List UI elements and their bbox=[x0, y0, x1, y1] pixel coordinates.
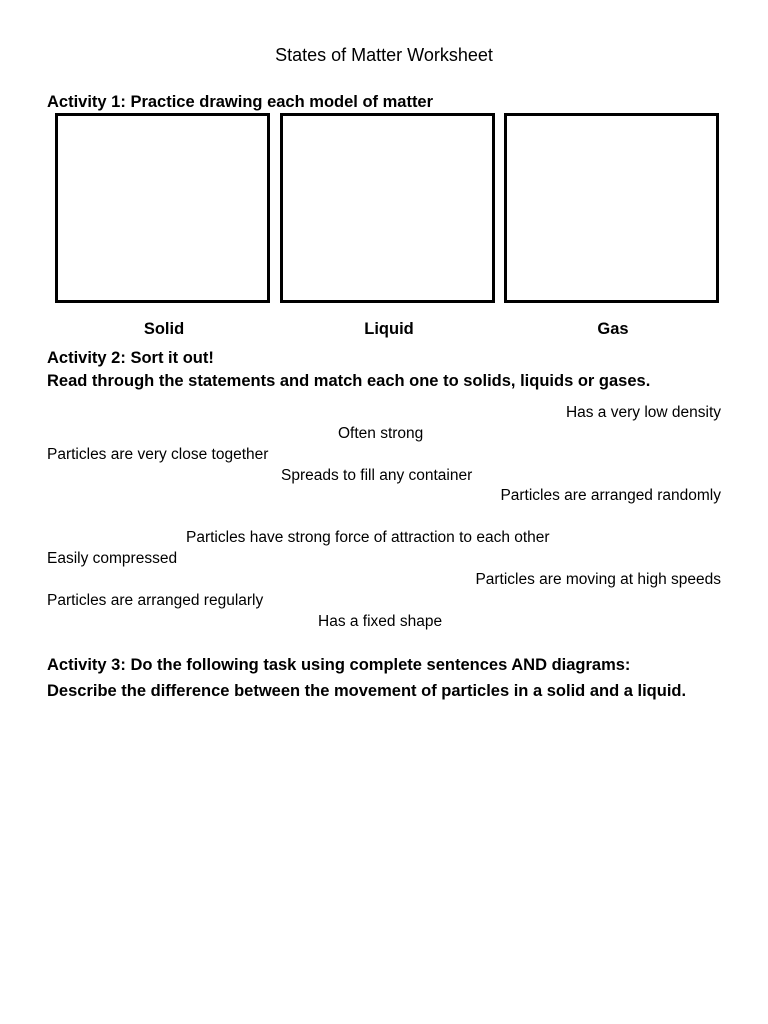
activity2-instruction: Read through the statements and match each one to solids, liquids or gases. bbox=[47, 372, 651, 390]
drawing-box-liquid[interactable] bbox=[280, 113, 495, 303]
statement-item: Often strong bbox=[338, 425, 424, 442]
statement-item: Has a fixed shape bbox=[318, 613, 443, 630]
statement-item: Particles are arranged randomly bbox=[500, 487, 721, 504]
drawing-box-gas[interactable] bbox=[504, 113, 719, 303]
activity3-heading: Activity 3: Do the following task using complete sentences AND diagrams: bbox=[47, 656, 631, 674]
statement-item: Particles are very close together bbox=[47, 446, 269, 463]
worksheet-title: States of Matter Worksheet bbox=[275, 45, 493, 65]
statement-item: Particles are arranged regularly bbox=[47, 592, 264, 609]
drawing-box-solid[interactable] bbox=[55, 113, 270, 303]
activity3-task: Describe the difference between the movement of particles in a solid and a liquid. bbox=[47, 682, 687, 700]
statement-item: Particles have strong force of attraction to each other bbox=[186, 529, 550, 546]
statement-item: Spreads to fill any container bbox=[281, 467, 473, 484]
activity2-heading: Activity 2: Sort it out! bbox=[47, 349, 214, 367]
box-label-liquid: Liquid bbox=[364, 320, 414, 338]
statement-item: Particles are moving at high speeds bbox=[475, 571, 721, 588]
statement-item: Has a very low density bbox=[565, 404, 721, 421]
statement-item: Easily compressed bbox=[47, 550, 178, 567]
box-label-gas: Gas bbox=[597, 320, 629, 338]
box-label-solid: Solid bbox=[143, 320, 185, 338]
activity1-heading: Activity 1: Practice drawing each model of matter bbox=[47, 93, 434, 111]
